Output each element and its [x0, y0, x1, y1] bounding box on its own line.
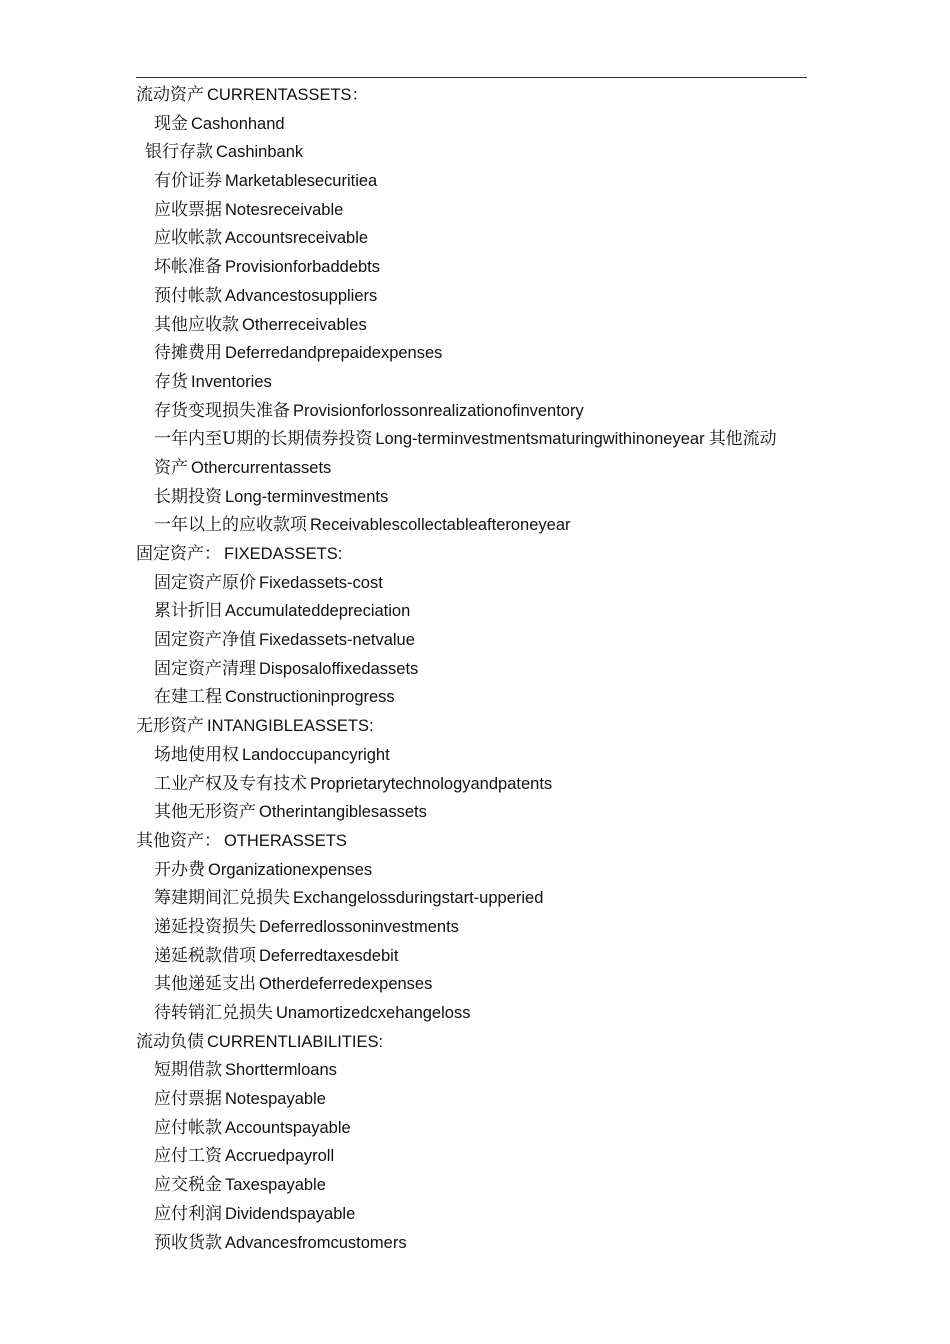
account-line [136, 368, 816, 397]
english-term: Exchangelossduringstart-upperied [293, 889, 544, 908]
section-heading [136, 1028, 816, 1057]
chinese-term: 其他应收款 [154, 314, 239, 335]
english-term: Otherintangiblesassets [259, 803, 427, 822]
account-line [136, 683, 816, 712]
chinese-term: 应付票据 [154, 1089, 222, 1110]
english-term: Proprietarytechnologyandpatents [310, 774, 553, 793]
chinese-term: 筹建期间汇兑损失 [154, 888, 290, 909]
english-term: INTANGIBLEASSETS: [207, 717, 374, 736]
english-term: Advancestosuppliers [225, 286, 378, 305]
chinese-term: 场地使用权 [154, 744, 239, 765]
account-list [136, 81, 816, 1257]
chinese-term: 存货变现损失准备 [154, 400, 290, 421]
english-term: Accountspayable [225, 1118, 351, 1137]
chinese-term: 银行存款 [145, 142, 213, 163]
chinese-term: 待转销汇兑损失 [154, 1003, 273, 1023]
account-line [136, 741, 816, 770]
chinese-term: 坏帐准备 [154, 257, 222, 278]
account-line [136, 1171, 816, 1200]
account-line [136, 1114, 816, 1143]
chinese-term: 应交税金 [154, 1175, 222, 1196]
account-line [136, 110, 816, 139]
account-line [136, 454, 816, 483]
chinese-term: 固定资产原价 [154, 572, 256, 593]
english-term: Advancesfromcustomers [225, 1233, 407, 1252]
chinese-term: 现金 [154, 113, 188, 134]
chinese-term: 资产 [154, 457, 188, 478]
english-term: Unamortizedcxehangeloss [276, 1004, 471, 1022]
english-term: Provisionforbaddebts [225, 258, 381, 277]
chinese-term: 无形资产 [136, 716, 204, 737]
chinese-term: 短期借款 [154, 1060, 222, 1081]
chinese-term-continued: 其他流动 [708, 429, 777, 450]
english-term: Accountsreceivable [225, 229, 369, 248]
english-term: Accumulateddepreciation [225, 602, 411, 621]
english-term: Deferredtaxesdebit [259, 946, 399, 965]
english-term: Long-terminvestments [225, 487, 389, 506]
english-term: Cashinbank [216, 143, 304, 162]
chinese-term: 递延税款借项 [154, 945, 256, 966]
account-line [136, 626, 816, 655]
english-term: Accruedpayroll [225, 1147, 335, 1166]
account-line [136, 970, 816, 999]
chinese-term: 长期投资 [154, 486, 222, 507]
chinese-term: 一年内至U期的长期债券投资 [154, 429, 373, 450]
english-term: Cashonhand [191, 114, 285, 133]
account-line [136, 167, 816, 196]
chinese-term: 其他递延支出 [154, 974, 256, 995]
chinese-term: 固定资产净值 [154, 630, 256, 651]
chinese-term: 流动负债 [136, 1031, 204, 1052]
account-line [136, 397, 816, 426]
english-term: OTHERASSETS [224, 831, 347, 850]
chinese-term: 一年以上的应收款项 [154, 515, 307, 536]
account-line [136, 1200, 816, 1229]
english-term: Otherreceivables [242, 315, 367, 334]
section-heading [136, 827, 816, 856]
account-line [136, 224, 816, 253]
chinese-term: 开办费 [154, 859, 205, 880]
chinese-term: 应付利润 [154, 1203, 222, 1224]
header-rule [136, 77, 807, 78]
account-line [136, 311, 816, 340]
chinese-term: 有价证券 [154, 171, 222, 192]
chinese-term: 其他资产： [136, 830, 221, 851]
chinese-term: 预付帐款 [154, 285, 222, 306]
english-term: Deferredlossoninvestments [259, 917, 459, 936]
english-term: Taxespayable [225, 1176, 326, 1195]
chinese-term: 递延投资损失 [154, 916, 256, 937]
chinese-term: 固定资产： [136, 544, 221, 564]
chinese-term: 存货 [154, 371, 188, 392]
english-term: Marketablesecuritiea [225, 172, 378, 191]
account-line [136, 884, 816, 913]
section-heading [136, 540, 816, 569]
chinese-term: 工业产权及专有技术 [154, 773, 307, 794]
english-term: Inventories [191, 372, 272, 391]
chinese-term: 在建工程 [154, 687, 222, 708]
chinese-term: 应付工资 [154, 1146, 222, 1167]
english-term: Long-terminvestmentsmaturingwithinoneyear [375, 430, 705, 449]
english-term: Othercurrentassets [191, 458, 332, 477]
account-line [136, 339, 816, 368]
account-line [136, 770, 816, 799]
english-term: CURRENTASSETS： [207, 86, 369, 104]
chinese-term: 流动资产 [136, 85, 204, 105]
account-line [136, 138, 816, 167]
account-line [136, 798, 816, 827]
account-line [136, 1142, 816, 1171]
english-term: Deferredandprepaidexpenses [225, 344, 443, 363]
account-line [136, 1056, 816, 1085]
account-line [136, 483, 816, 512]
account-line [136, 999, 816, 1028]
english-term: Constructioninprogress [225, 688, 395, 707]
chinese-term: 应收票据 [154, 199, 222, 220]
english-term: Receivablescollectableafteroneyear [310, 516, 571, 535]
chinese-term: 预收货款 [154, 1232, 222, 1253]
account-line [136, 856, 816, 885]
account-line [136, 282, 816, 311]
chinese-term: 应收帐款 [154, 228, 222, 249]
account-line [136, 425, 816, 454]
english-term: Landoccupancyright [242, 745, 390, 764]
section-heading [136, 712, 816, 741]
account-line [136, 942, 816, 971]
english-term: FIXEDASSETS: [224, 545, 343, 563]
english-term: Fixedassets-cost [259, 573, 383, 592]
english-term: CURRENTLIABILITIES: [207, 1032, 384, 1051]
chinese-term: 累计折旧 [154, 601, 222, 622]
english-term: Notesreceivable [225, 200, 344, 219]
english-term: Disposaloffixedassets [259, 659, 419, 678]
english-term: Fixedassets-netvalue [259, 631, 415, 650]
account-line [136, 1229, 816, 1258]
chinese-term: 待摊费用 [154, 343, 222, 364]
english-term: Otherdeferredexpenses [259, 975, 433, 994]
account-line [136, 913, 816, 942]
account-line [136, 511, 816, 540]
chinese-term: 应付帐款 [154, 1117, 222, 1138]
account-line [136, 253, 816, 282]
account-line [136, 597, 816, 626]
chinese-term: 固定资产清理 [154, 658, 256, 679]
account-line [136, 569, 816, 598]
english-term: Dividendspayable [225, 1204, 356, 1223]
chinese-term: 其他无形资产 [154, 802, 256, 823]
english-term: Notespayable [225, 1090, 326, 1109]
section-heading [136, 81, 816, 110]
english-term: Shorttermloans [225, 1061, 337, 1080]
english-term: Organizationexpenses [208, 860, 373, 879]
account-line [136, 1085, 816, 1114]
account-line [136, 655, 816, 684]
english-term: Provisionforlossonrealizationofinventory [293, 401, 584, 420]
account-line [136, 196, 816, 225]
